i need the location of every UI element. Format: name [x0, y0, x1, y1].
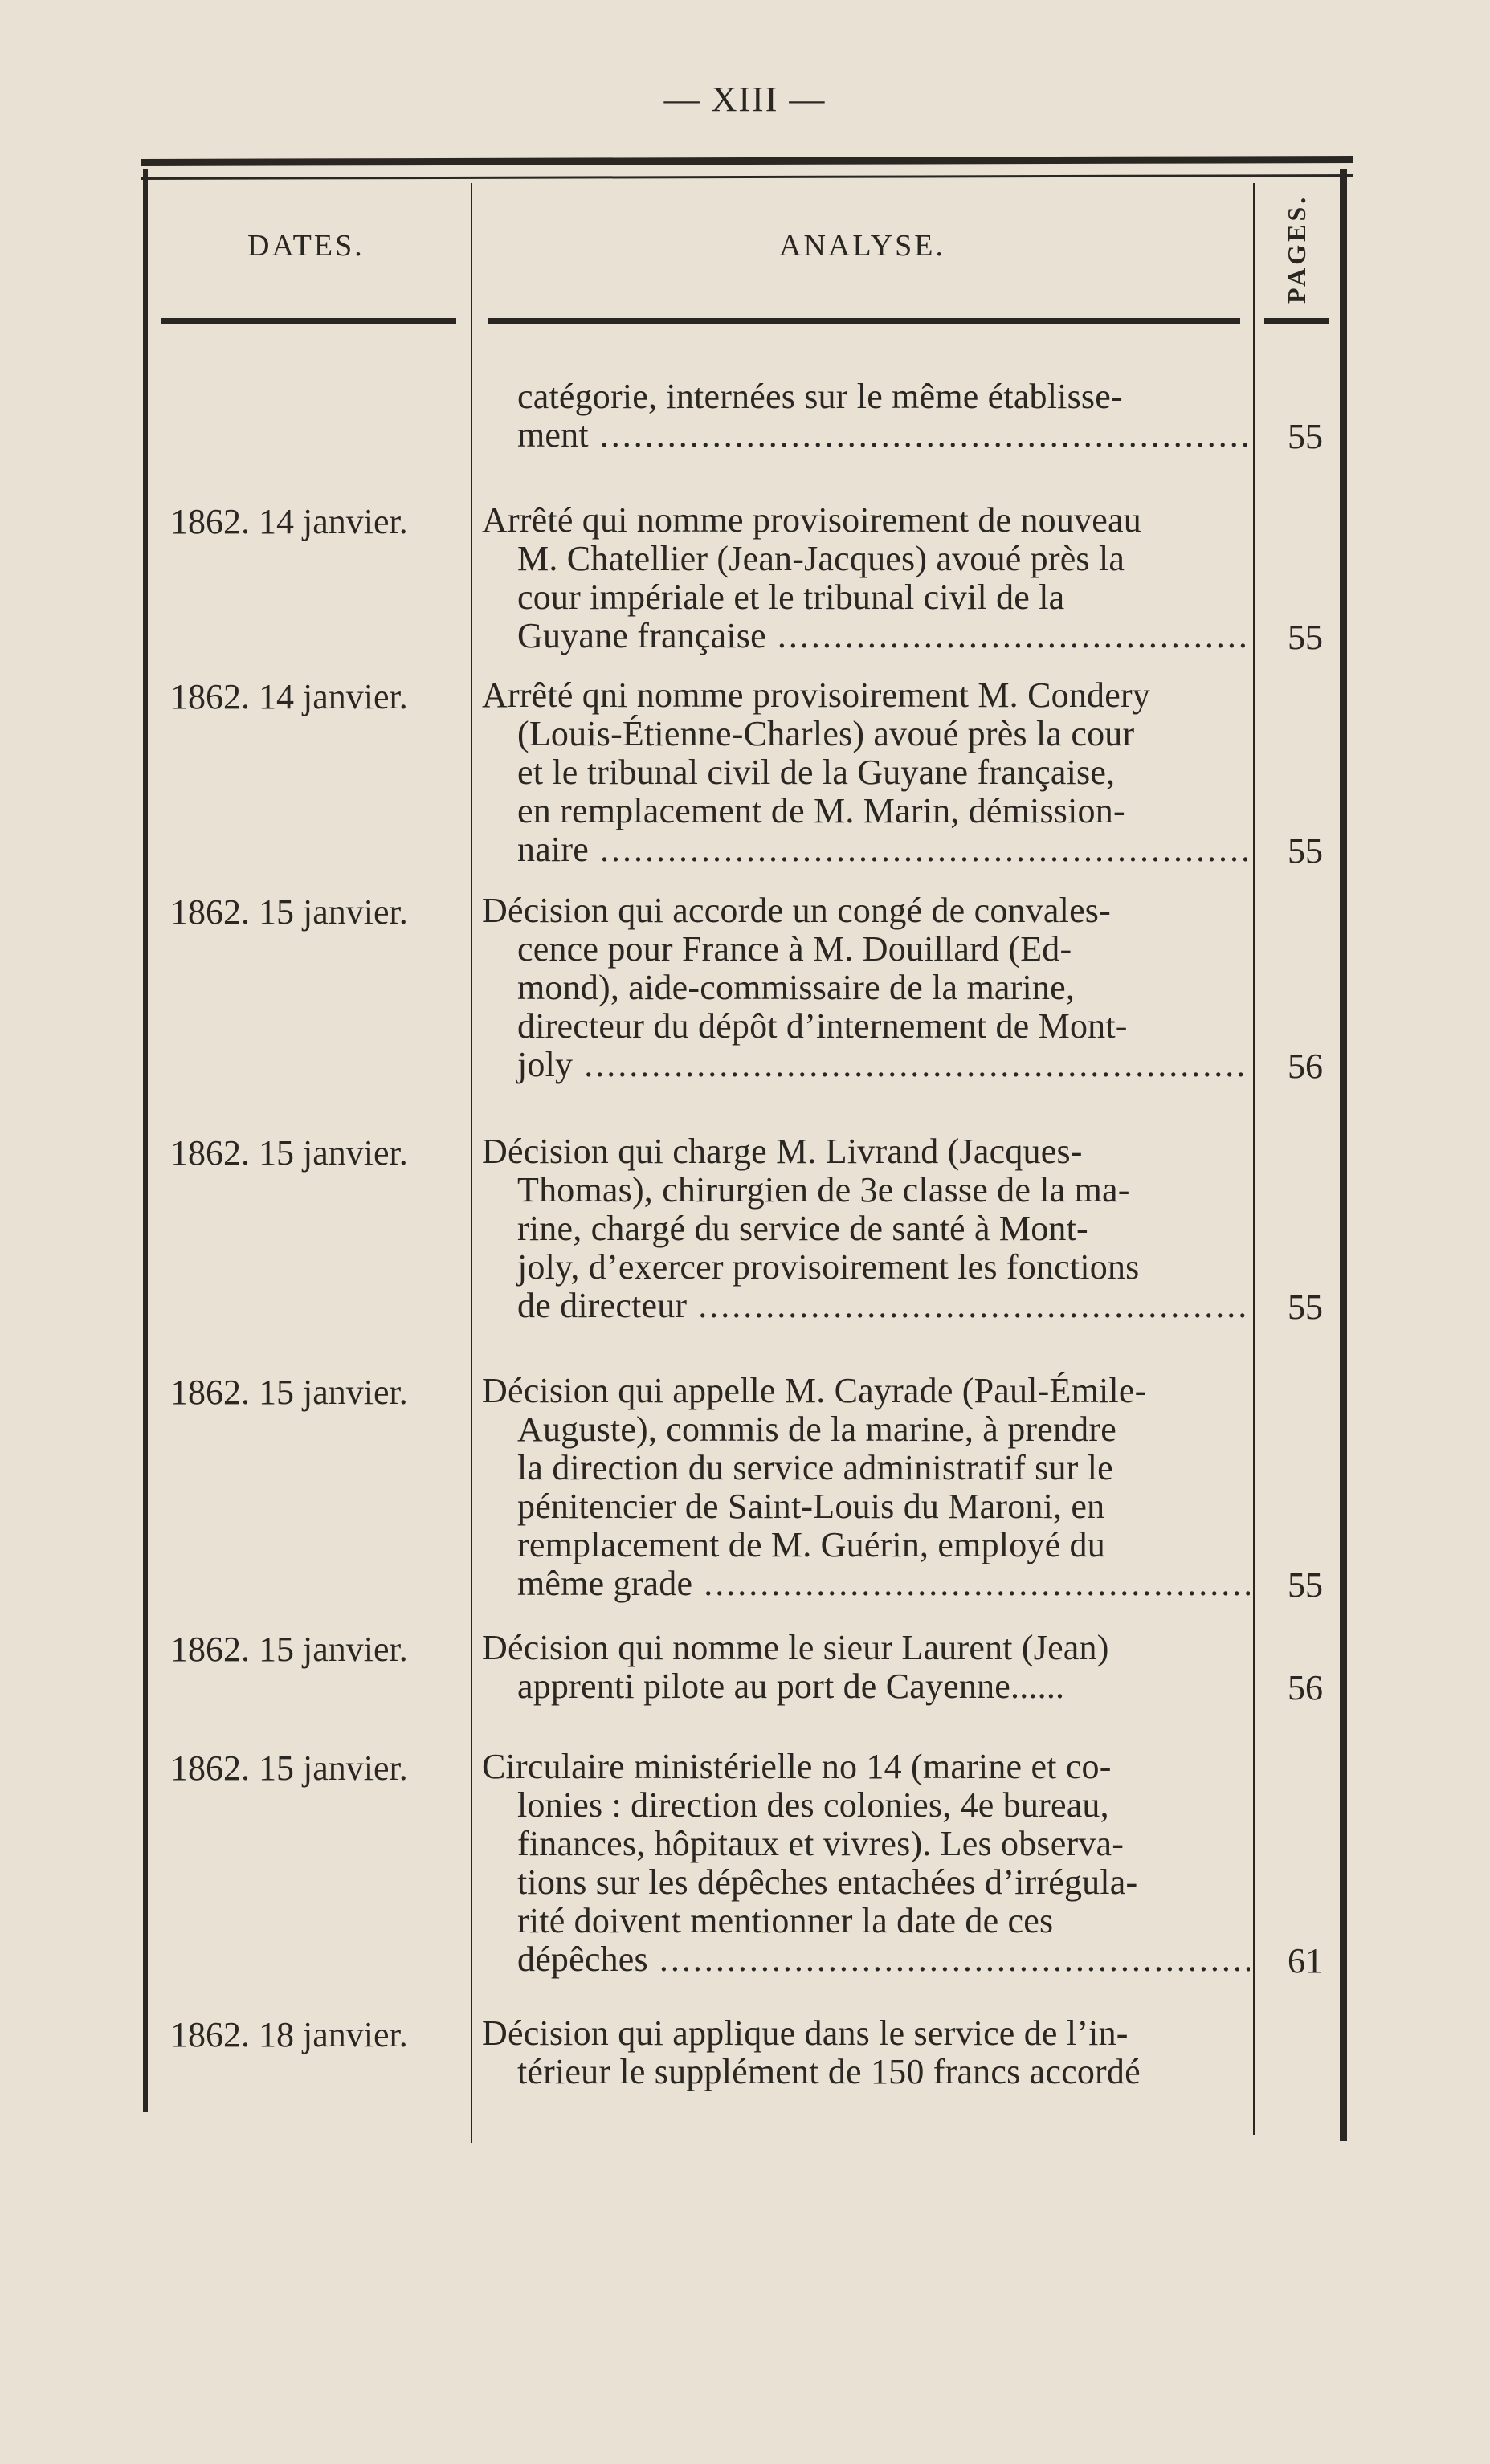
analysis-line: Thomas), chirurgien de 3e classe de la ma-: [517, 1171, 1130, 1210]
header-pages: PAGES.: [1282, 194, 1311, 304]
entry-page-ref: 61: [1288, 1941, 1323, 1981]
entry-analysis: [482, 1748, 1250, 1979]
entry-analysis: [482, 377, 1250, 455]
entry-analysis: [482, 676, 1250, 869]
entry-page-ref: 55: [1288, 1287, 1323, 1327]
entry-page-ref: 55: [1288, 1565, 1323, 1605]
entry-page-ref: 55: [1288, 831, 1323, 871]
entry-date: 1862. 15 janvier.: [170, 1630, 408, 1669]
top-double-rule: [141, 156, 1353, 180]
analysis-line: Arrêté qui nomme provisoirement de nouveau: [482, 501, 1141, 540]
right-border-rule: [1340, 169, 1347, 2141]
analysis-line: directeur du dépôt d’internement de Mont-: [517, 1007, 1128, 1046]
entry-analysis: [482, 501, 1250, 655]
entry-date: 1862. 14 janvier.: [170, 502, 408, 541]
analysis-line: la direction du service administratif sur le: [517, 1449, 1113, 1487]
analysis-line: (Louis-Étienne-Charles) avoué près la cour: [517, 715, 1135, 753]
analysis-line: naire .....: [482, 830, 1250, 869]
analysis-line: Arrêté qni nomme provisoirement M. Condery: [482, 676, 1151, 715]
entry-analysis: [482, 1372, 1250, 1603]
analysis-line: Décision qui appelle M. Cayrade (Paul-Émile-: [482, 1372, 1147, 1410]
analysis-line: cour impériale et le tribunal civil de la: [517, 578, 1065, 617]
entry-page-ref: 56: [1288, 1668, 1323, 1707]
entry-analysis: [482, 2014, 1250, 2091]
analysis-line: Guyane française .....: [482, 617, 1250, 655]
header-dates: DATES.: [247, 229, 365, 263]
entry-date: 1862. 14 janvier.: [170, 677, 408, 716]
header-rule-analysis: [488, 318, 1240, 324]
entry-analysis: [482, 1629, 1250, 1706]
analysis-line: Décision qui nomme le sieur Laurent (Jean): [482, 1629, 1109, 1667]
analysis-line: rité doivent mentionner la date de ces: [517, 1902, 1054, 1940]
entry-analysis: [482, 1132, 1250, 1325]
analysis-line: Décision qui applique dans le service de l’in-: [482, 2014, 1129, 2053]
analysis-line: Décision qui charge M. Livrand (Jacques-: [482, 1132, 1083, 1171]
entry-page-ref: 55: [1288, 417, 1323, 456]
entry-page-ref: 55: [1288, 618, 1323, 657]
analysis-column-rule: [1253, 183, 1255, 2135]
analysis-line: remplacement de M. Guérin, employé du: [517, 1526, 1105, 1564]
header-rule-pages: [1264, 318, 1329, 324]
analysis-line: même grade .....: [482, 1564, 1250, 1603]
left-border-rule: [143, 169, 148, 2112]
analysis-line: de directeur .....: [482, 1287, 1250, 1325]
analysis-line: Auguste), commis de la marine, à prendre: [517, 1410, 1116, 1449]
entry-date: 1862. 15 janvier.: [170, 1373, 408, 1412]
analysis-line: finances, hôpitaux et vivres). Les observa-: [517, 1825, 1125, 1863]
analysis-line: M. Chatellier (Jean-Jacques) avoué près la: [517, 540, 1125, 578]
analysis-line: joly .....: [482, 1046, 1250, 1084]
analysis-line: ment .....: [482, 416, 1250, 455]
entry-analysis: [482, 891, 1250, 1084]
analysis-line: apprenti pilote au port de Cayenne......: [517, 1667, 1065, 1706]
analysis-line: joly, d’exercer provisoirement les fonctions: [517, 1248, 1140, 1287]
analysis-line: rine, chargé du service de santé à Mont-: [517, 1210, 1088, 1248]
analysis-line: Circulaire ministérielle no 14 (marine et co-: [482, 1748, 1112, 1786]
entry-page-ref: 56: [1288, 1046, 1323, 1086]
header-rule-dates: [161, 318, 456, 324]
analysis-line: lonies : direction des colonies, 4e bureau,: [517, 1786, 1109, 1825]
entry-date: 1862. 15 janvier.: [170, 1748, 408, 1788]
page-number: — XIII —: [663, 80, 827, 119]
entry-date: 1862. 15 janvier.: [170, 1133, 408, 1173]
header-analysis: ANALYSE.: [779, 229, 946, 263]
entry-date: 1862. 15 janvier.: [170, 892, 408, 932]
analysis-line: Décision qui accorde un congé de convales-: [482, 891, 1111, 930]
analysis-line: mond), aide-commissaire de la marine,: [517, 969, 1076, 1007]
analysis-line: et le tribunal civil de la Guyane française,: [517, 753, 1116, 792]
analysis-line: en remplacement de M. Marin, démission-: [517, 792, 1125, 830]
analysis-line: dépêches .....: [482, 1940, 1250, 1979]
analysis-line: tions sur les dépêches entachées d’irrégula-: [517, 1863, 1138, 1902]
analysis-line: térieur le supplément de 150 francs accordé: [517, 2053, 1141, 2091]
dates-column-rule: [471, 183, 472, 2143]
analysis-line: pénitencier de Saint-Louis du Maroni, en: [517, 1487, 1105, 1526]
analysis-line: cence pour France à M. Douillard (Ed-: [517, 930, 1072, 969]
entry-date: 1862. 18 janvier.: [170, 2015, 408, 2054]
analysis-line: catégorie, internées sur le même établisse-: [517, 377, 1123, 416]
